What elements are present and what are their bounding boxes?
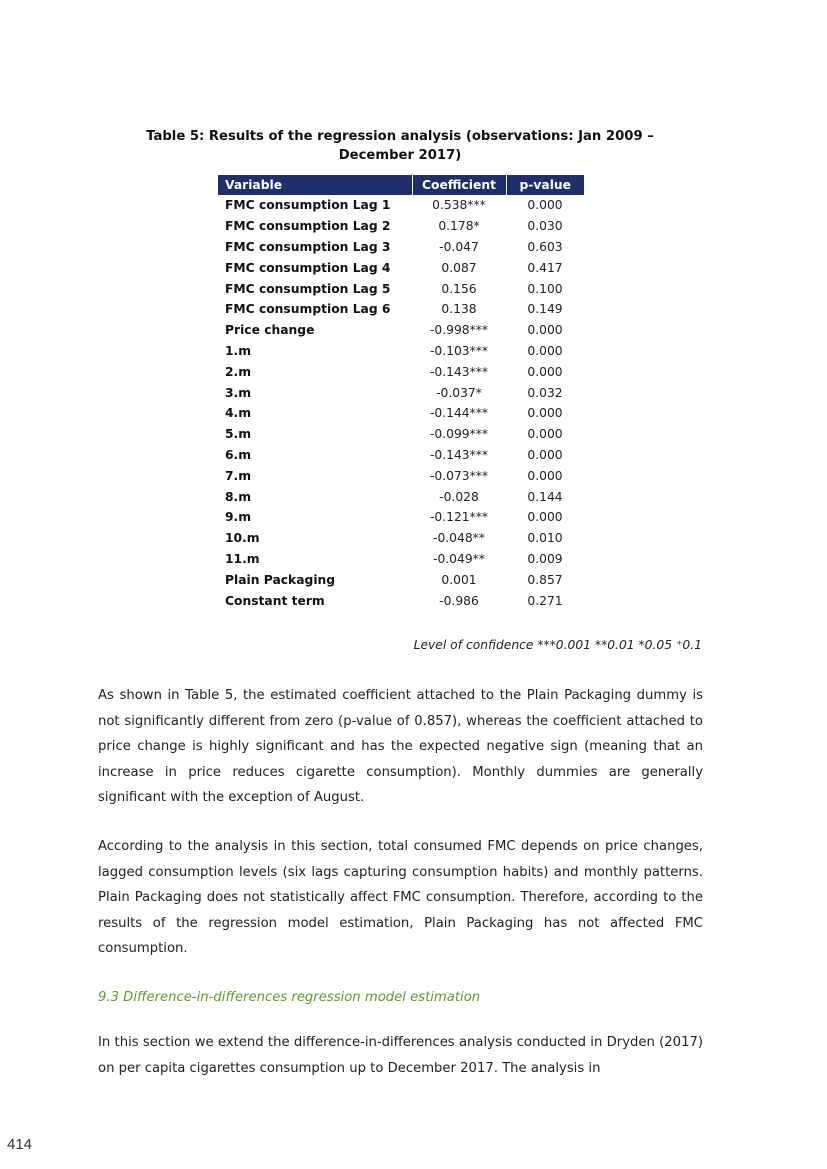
variable-cell: 4.m <box>225 406 252 421</box>
p-value-cell: 0.032 <box>527 385 563 400</box>
coefficient-cell: 0.538*** <box>432 198 486 213</box>
p-value-cell: 0.603 <box>527 239 563 254</box>
paragraph-did-intro: In this section we extend the difference-in-differences analysis conducted in Dryden (2017) on per capita cigarettes consumption up to December 2017. The analysis in <box>98 1035 703 1076</box>
coefficient-cell: -0.121*** <box>429 510 489 525</box>
table-row <box>218 216 584 237</box>
page-number: 414 <box>7 1136 33 1153</box>
coefficient-cell: -0.037* <box>436 385 482 400</box>
p-value-cell: 0.000 <box>527 427 563 442</box>
p-value-cell: 0.000 <box>527 198 563 213</box>
table-header-row <box>218 175 584 195</box>
table-caption-line1: Table 5: Results of the regression analysis (observations: Jan 2009 – <box>146 129 654 144</box>
table-row <box>218 465 584 486</box>
table-row <box>218 590 584 611</box>
variable-cell: 7.m <box>225 468 252 483</box>
table-row <box>218 382 584 403</box>
variable-cell: 3.m <box>225 385 252 400</box>
table-caption-line2: December 2017) <box>338 148 462 163</box>
variable-cell: 2.m <box>225 364 252 379</box>
p-value-cell: 0.000 <box>527 343 563 358</box>
table-row <box>218 403 584 424</box>
coefficient-cell: -0.144*** <box>429 406 489 421</box>
p-value-cell: 0.149 <box>527 302 563 317</box>
variable-cell: 9.m <box>225 510 252 525</box>
variable-cell: Price change <box>225 323 315 338</box>
table-row <box>218 237 584 258</box>
variable-cell: FMC consumption Lag 6 <box>225 302 391 317</box>
table-row <box>218 569 584 590</box>
p-value-cell: 0.000 <box>527 323 563 338</box>
paragraph-conclusion: According to the analysis in this section, total consumed FMC depends on price changes, lagged consumption levels (six lags capturing consumption habits) and monthly patterns. Plain Packaging does not statistically affect FMC consumption. Therefore, according to the results of the regression model estimation, Plain Packaging has not affected FMC consumption. <box>98 839 703 957</box>
coefficient-cell: -0.048** <box>433 531 485 546</box>
confidence-note: Level of confidence ***0.001 **0.01 *0.05 ⁺0.1 <box>413 638 702 652</box>
variable-cell: 6.m <box>225 447 252 462</box>
p-value-cell: 0.000 <box>527 468 563 483</box>
variable-cell: FMC consumption Lag 2 <box>225 219 391 234</box>
table-row <box>218 445 584 466</box>
coefficient-cell: 0.087 <box>441 260 477 275</box>
table-row <box>218 320 584 341</box>
variable-cell: 5.m <box>225 427 252 442</box>
table-row <box>218 257 584 278</box>
variable-cell: FMC consumption Lag 4 <box>225 260 391 275</box>
coefficient-cell: -0.103*** <box>429 343 489 358</box>
table-row <box>218 299 584 320</box>
table-row <box>218 278 584 299</box>
table-row <box>218 341 584 362</box>
p-value-cell: 0.271 <box>527 593 563 608</box>
table-row <box>218 549 584 570</box>
p-value-cell: 0.000 <box>527 364 563 379</box>
table-row <box>218 528 584 549</box>
table-body <box>218 195 584 611</box>
p-value-cell: 0.000 <box>527 510 563 525</box>
coefficient-cell: -0.099*** <box>429 427 489 442</box>
p-value-cell: 0.857 <box>527 572 563 587</box>
table-row <box>218 507 584 528</box>
column-header-variable: Variable <box>218 175 412 195</box>
table-caption <box>120 127 680 165</box>
variable-cell: FMC consumption Lag 1 <box>225 198 391 213</box>
regression-table <box>218 175 584 611</box>
coefficient-cell: 0.156 <box>441 281 477 296</box>
p-value-cell: 0.030 <box>527 219 563 234</box>
table-row <box>218 195 584 216</box>
coefficient-cell: -0.986 <box>439 593 479 608</box>
p-value-cell: 0.009 <box>527 551 563 566</box>
coefficient-cell: -0.143*** <box>429 364 489 379</box>
coefficient-cell: 0.138 <box>441 302 477 317</box>
variable-cell: FMC consumption Lag 5 <box>225 281 391 296</box>
p-value-cell: 0.144 <box>527 489 563 504</box>
variable-cell: 10.m <box>225 531 260 546</box>
coefficient-cell: -0.998*** <box>429 323 489 338</box>
variable-cell: 11.m <box>225 551 260 566</box>
coefficient-cell: 0.178* <box>438 219 480 234</box>
table-header <box>218 175 584 195</box>
coefficient-cell: -0.047 <box>439 239 479 254</box>
variable-cell: Plain Packaging <box>225 572 336 587</box>
variable-cell: 1.m <box>225 343 252 358</box>
coefficient-cell: -0.143*** <box>429 447 489 462</box>
table-row <box>218 361 584 382</box>
variable-cell: Constant term <box>225 593 325 608</box>
coefficient-cell: 0.001 <box>441 572 477 587</box>
column-header-coefficient: Coefficient <box>412 175 506 195</box>
paragraph-results: As shown in Table 5, the estimated coefficient attached to the Plain Packaging dummy is not significantly different from zero (p-value of 0.857), whereas the coefficient attached to price change is highly significant and has the expected negative sign (meaning that an increase in price reduces cigarette consumption). Monthly dummies are generally significant with the exception of August. <box>98 688 703 806</box>
variable-cell: FMC consumption Lag 3 <box>225 239 391 254</box>
p-value-cell: 0.000 <box>527 406 563 421</box>
column-header-p-value: p-value <box>506 175 584 195</box>
p-value-cell: 0.000 <box>527 447 563 462</box>
p-value-cell: 0.100 <box>527 281 563 296</box>
coefficient-cell: -0.049** <box>433 551 485 566</box>
table-row <box>218 486 584 507</box>
variable-cell: 8.m <box>225 489 252 504</box>
p-value-cell: 0.010 <box>527 531 563 546</box>
section-heading: 9.3 Difference-in-differences regression model estimation <box>98 990 481 1005</box>
coefficient-cell: -0.073*** <box>429 468 489 483</box>
table-row <box>218 424 584 445</box>
p-value-cell: 0.417 <box>527 260 563 275</box>
coefficient-cell: -0.028 <box>439 489 479 504</box>
